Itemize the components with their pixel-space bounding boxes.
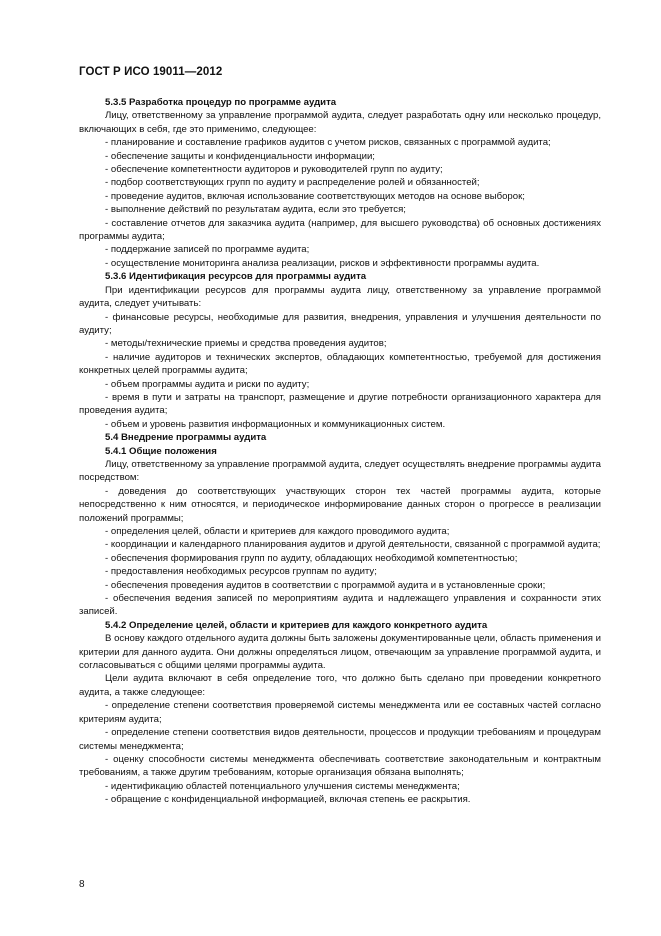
paragraph: Цели аудита включают в себя определение того, что должно быть сделано при проведении конкретного аудита, а также следующее: [79, 673, 601, 698]
list-item: - доведения до соответствующих участвующих сторон тех частей программы аудита, которые непосредственно к ним относятся, и периодическое информирование данных сторон о прогрессе в реализации положений программы; [79, 485, 601, 524]
list-item: - методы/технические приемы и средства проведения аудитов; [105, 338, 387, 350]
list-item: - координации и календарного планирования аудитов и другой деятельности, связанной с программой аудита; [105, 539, 601, 551]
document-header: ГОСТ Р ИСО 19011—2012 [79, 66, 223, 78]
list-item: - наличие аудиторов и технических экспертов, обладающих компетентностью, требуемой для достижения конкретных целей программы аудита; [79, 351, 601, 377]
list-item: - обеспечение защиты и конфиденциальности информации; [105, 150, 375, 162]
section-heading: 5.4.1 Общие положения [105, 445, 217, 457]
list-item: - обеспечения ведения записей по мероприятиям аудита и надлежащего управления и сохранности этих записей. [79, 593, 601, 618]
list-item: - определение степени соответствия видов деятельности, процессов и продукции требованиям и процедурам системы менеджмента; [79, 727, 601, 752]
list-item: - объем и уровень развития информационных и коммуникационных систем. [105, 418, 446, 430]
section-heading: 5.3.6 Идентификация ресурсов для программы аудита [105, 271, 367, 283]
list-item: - подбор соответствующих групп по аудиту и распределение ролей и обязанностей; [105, 177, 480, 189]
section-heading: 5.4 Внедрение программы аудита [105, 432, 267, 444]
list-item: - обеспечение компетентности аудиторов и руководителей групп по аудиту; [105, 164, 443, 176]
list-item: - обращение с конфиденциальной информацией, включая степень ее раскрытия. [105, 794, 471, 806]
list-item: - планирование и составление графиков аудитов с учетом рисков, связанных с программой аудита; [105, 137, 551, 149]
document-body [79, 96, 601, 807]
paragraph: Лицу, ответственному за управление программой аудита, следует осуществлять внедрение программы аудита посредством: [79, 458, 601, 484]
list-item: - проведение аудитов, включая использование соответствующих методов на основе выборок; [105, 190, 525, 202]
list-item: - объем программы аудита и риски по аудиту; [105, 378, 310, 390]
list-item: - определения целей, области и критериев для каждого проводимого аудита; [105, 526, 450, 537]
list-item: - оценку способности системы менеджмента обеспечивать соответствие законодательным и контрактным требованиям, а также другим требованиям, которые организация обязана выполнять; [79, 753, 601, 779]
list-item: - идентификацию областей потенциального улучшения системы менеджмента; [105, 780, 460, 792]
page-number: 8 [79, 879, 85, 890]
list-item: - предоставления необходимых ресурсов группам по аудиту; [105, 566, 377, 578]
list-item: - осуществление мониторинга анализа реализации, рисков и эффективности программы аудита. [105, 257, 540, 269]
list-item: - финансовые ресурсы, необходимые для развития, внедрения, управления и улучшения деятельности по аудиту; [79, 311, 601, 336]
paragraph: В основу каждого отдельного аудита должны быть заложены документированные цели, область применения и критерии для данного аудита. Они должны определяться лицом, отвечающим за управление программой аудита, и согласовываться с общими целями программы аудита. [79, 633, 601, 672]
section-heading: 5.4.2 Определение целей, области и критериев для каждого конкретного аудита [105, 619, 488, 631]
list-item: - поддержание записей по программе аудита; [105, 244, 310, 256]
list-item: - обеспечения формирования групп по аудиту, обладающих необходимой компетентностью; [105, 552, 518, 564]
list-item: - время в пути и затраты на транспорт, размещение и другие потребности организационного характера для проведения аудита; [79, 391, 601, 417]
list-item: - составление отчетов для заказчика аудита (например, для высшего руководства) об основных достижениях программы аудита; [79, 217, 601, 243]
section-heading: 5.3.5 Разработка процедур по программе аудита [105, 97, 337, 108]
paragraph: Лицу, ответственному за управление программой аудита, следует разработать одну или несколько процедур, включающих в себя, где это применимо, следующее: [79, 110, 601, 135]
list-item: - обеспечения проведения аудитов в соответствии с программой аудита и в установленные сроки; [105, 579, 546, 591]
list-item: - выполнение действий по результатам аудита, если это требуется; [105, 204, 406, 216]
list-item: - определение степени соответствия проверяемой системы менеджмента или ее составных частей согласно критериям аудита; [79, 700, 601, 725]
paragraph: При идентификации ресурсов для программы аудита лицу, ответственному за управление программой аудита, следует учитывать: [79, 284, 601, 310]
